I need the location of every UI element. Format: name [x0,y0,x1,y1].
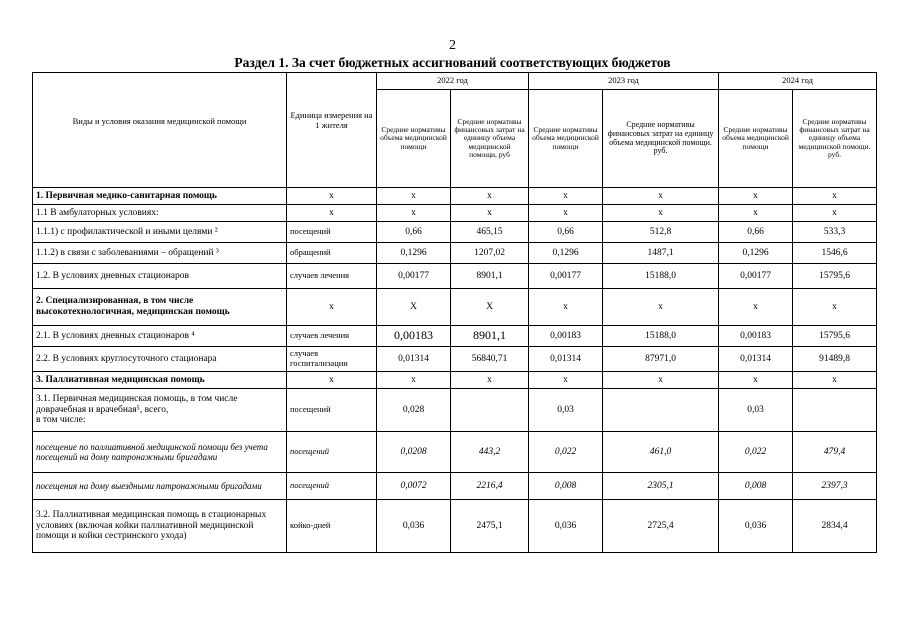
cell: 0,008 [529,473,603,500]
cell: 15188,0 [603,264,719,289]
row-name: 1.1 В амбулаторных условиях: [33,205,287,222]
row-unit: случаев госпитализации [287,347,377,372]
page-number: 2 [449,38,456,53]
cell: x [793,188,877,205]
row-unit: x [287,188,377,205]
section-title: Раздел 1. За счет бюджетных ассигнований соответствующих бюджетов [234,55,671,70]
cell: 479,4 [793,432,877,473]
row-unit: посещений [287,222,377,243]
row-name: 1.1.2) в связи с заболеваниями – обращений ³ [33,243,287,264]
cell: x [377,205,451,222]
cell: 0,66 [529,222,603,243]
row-name: 3.1. Первичная медицинская помощь, в том числе доврачебная и врачебная⁵, всего, в том числе: [33,389,287,432]
cell: 0,66 [719,222,793,243]
cell: x [603,372,719,389]
cell: 0,00183 [719,326,793,347]
cell [451,389,529,432]
row-name: посещения на дому выездными патронажными бригадами [33,473,287,500]
cell: 0,00183 [377,326,451,347]
cell: 2305,1 [603,473,719,500]
cell: 465,15 [451,222,529,243]
cell: x [451,188,529,205]
row-unit: посещений [287,473,377,500]
cell: 8901,1 [451,264,529,289]
cell: 0,036 [377,500,451,553]
row-unit: случаев лечения [287,326,377,347]
row-unit: x [287,289,377,326]
cell: 2834,4 [793,500,877,553]
cell: 0,00183 [529,326,603,347]
cell: x [603,289,719,326]
header-volume-2022: Средние нормативы объема медицинской помощи [377,90,451,188]
cell: 0,01314 [529,347,603,372]
table-row [33,264,877,289]
cell: x [793,372,877,389]
table-row [33,222,877,243]
cell: 2475,1 [451,500,529,553]
cell: x [529,289,603,326]
cell: 87971,0 [603,347,719,372]
cell: 0,03 [719,389,793,432]
header-cost-2022: Средние нормативы финансовых затрат на единицу объема медицинской помощи, руб [451,90,529,188]
table-row [33,500,877,553]
cell: 56840,71 [451,347,529,372]
table-row [33,188,877,205]
cell: 2397,3 [793,473,877,500]
cell: 0,0208 [377,432,451,473]
row-name: 3. Паллиативная медицинская помощь [33,372,287,389]
cell: 15795,6 [793,264,877,289]
cell: x [529,205,603,222]
cell: x [793,205,877,222]
row-name: посещение по паллиативной медицинской помощи без учета посещений на дому патронажными бригадами [33,432,287,473]
row-unit: обращений [287,243,377,264]
cell: 0,036 [719,500,793,553]
header-cost-2024: Средние нормативы финансовых затрат на единицу объема медицинской помощи. руб. [793,90,877,188]
header-volume-2023: Средние нормативы объема медицинской помощи [529,90,603,188]
cell [793,389,877,432]
cell: 0,66 [377,222,451,243]
row-name: 2.1. В условиях дневных стационаров ⁴ [33,326,287,347]
cell: x [377,372,451,389]
cell: x [719,188,793,205]
cell: X [377,289,451,326]
row-unit: койко-дней [287,500,377,553]
cell [603,389,719,432]
table-row [33,372,877,389]
cell: x [603,188,719,205]
cell: 1207,02 [451,243,529,264]
cell: 8901,1 [451,326,529,347]
row-unit: посещений [287,389,377,432]
cell: x [451,372,529,389]
header-year-2023: 2023 год [529,73,719,90]
cell: x [529,188,603,205]
cell: x [603,205,719,222]
row-unit: x [287,205,377,222]
cell: 461,0 [603,432,719,473]
cell: 0,00177 [529,264,603,289]
table-row [33,347,877,372]
cell: 91489,8 [793,347,877,372]
cell: x [377,188,451,205]
cell: 0,00177 [719,264,793,289]
cell: 0,03 [529,389,603,432]
row-unit: посещений [287,432,377,473]
cell: 0,022 [529,432,603,473]
cell: x [719,289,793,326]
row-name: 1. Первичная медико-санитарная помощь [33,188,287,205]
cell: 0,1296 [377,243,451,264]
row-name: 2. Специализированная, в том числе высокотехнологичная, медицинская помощь [33,289,287,326]
table-row [33,243,877,264]
row-unit: случаев лечения [287,264,377,289]
header-year-2024: 2024 год [719,73,877,90]
cell: 1487,1 [603,243,719,264]
table-row [33,432,877,473]
cell: 0,00177 [377,264,451,289]
cell: x [451,205,529,222]
table-row [33,205,877,222]
header-year-2022: 2022 год [377,73,529,90]
cell: 15795,6 [793,326,877,347]
cell: 0,01314 [719,347,793,372]
budget-norms-table [32,72,877,553]
cell: 0,036 [529,500,603,553]
cell: x [719,205,793,222]
row-unit: x [287,372,377,389]
table-row [33,289,877,326]
cell: 0,1296 [529,243,603,264]
header-cost-2023: Средние нормативы финансовых затрат на единицу объема медицинской помощи. руб. [603,90,719,188]
cell: 0,0072 [377,473,451,500]
header-types: Виды и условия оказания медицинской помощи [33,73,287,188]
cell: x [719,372,793,389]
cell: 0,1296 [719,243,793,264]
table-row [33,326,877,347]
cell: 0,008 [719,473,793,500]
cell: x [529,372,603,389]
cell: 2216,4 [451,473,529,500]
cell: 2725,4 [603,500,719,553]
cell: 512,8 [603,222,719,243]
cell: 1546,6 [793,243,877,264]
row-name: 1.2. В условиях дневных стационаров [33,264,287,289]
row-name: 3.2. Паллиативная медицинская помощь в стационарных условиях (включая койки паллиативной медицинской помощи и койки сестринского ухода) [33,500,287,553]
header-unit: Единица измерения на 1 жителя [287,73,377,188]
cell: 0,01314 [377,347,451,372]
cell: 0,022 [719,432,793,473]
cell: x [793,289,877,326]
table-row [33,389,877,432]
cell: 533,3 [793,222,877,243]
cell: 443,2 [451,432,529,473]
row-name: 2.2. В условиях круглосуточного стационара [33,347,287,372]
row-name: 1.1.1) с профилактической и иными целями ² [33,222,287,243]
cell: 15188,0 [603,326,719,347]
header-row-years [33,73,877,90]
cell: 0,028 [377,389,451,432]
table-row [33,473,877,500]
cell: X [451,289,529,326]
header-volume-2024: Средние нормативы объема медицинской помощи [719,90,793,188]
